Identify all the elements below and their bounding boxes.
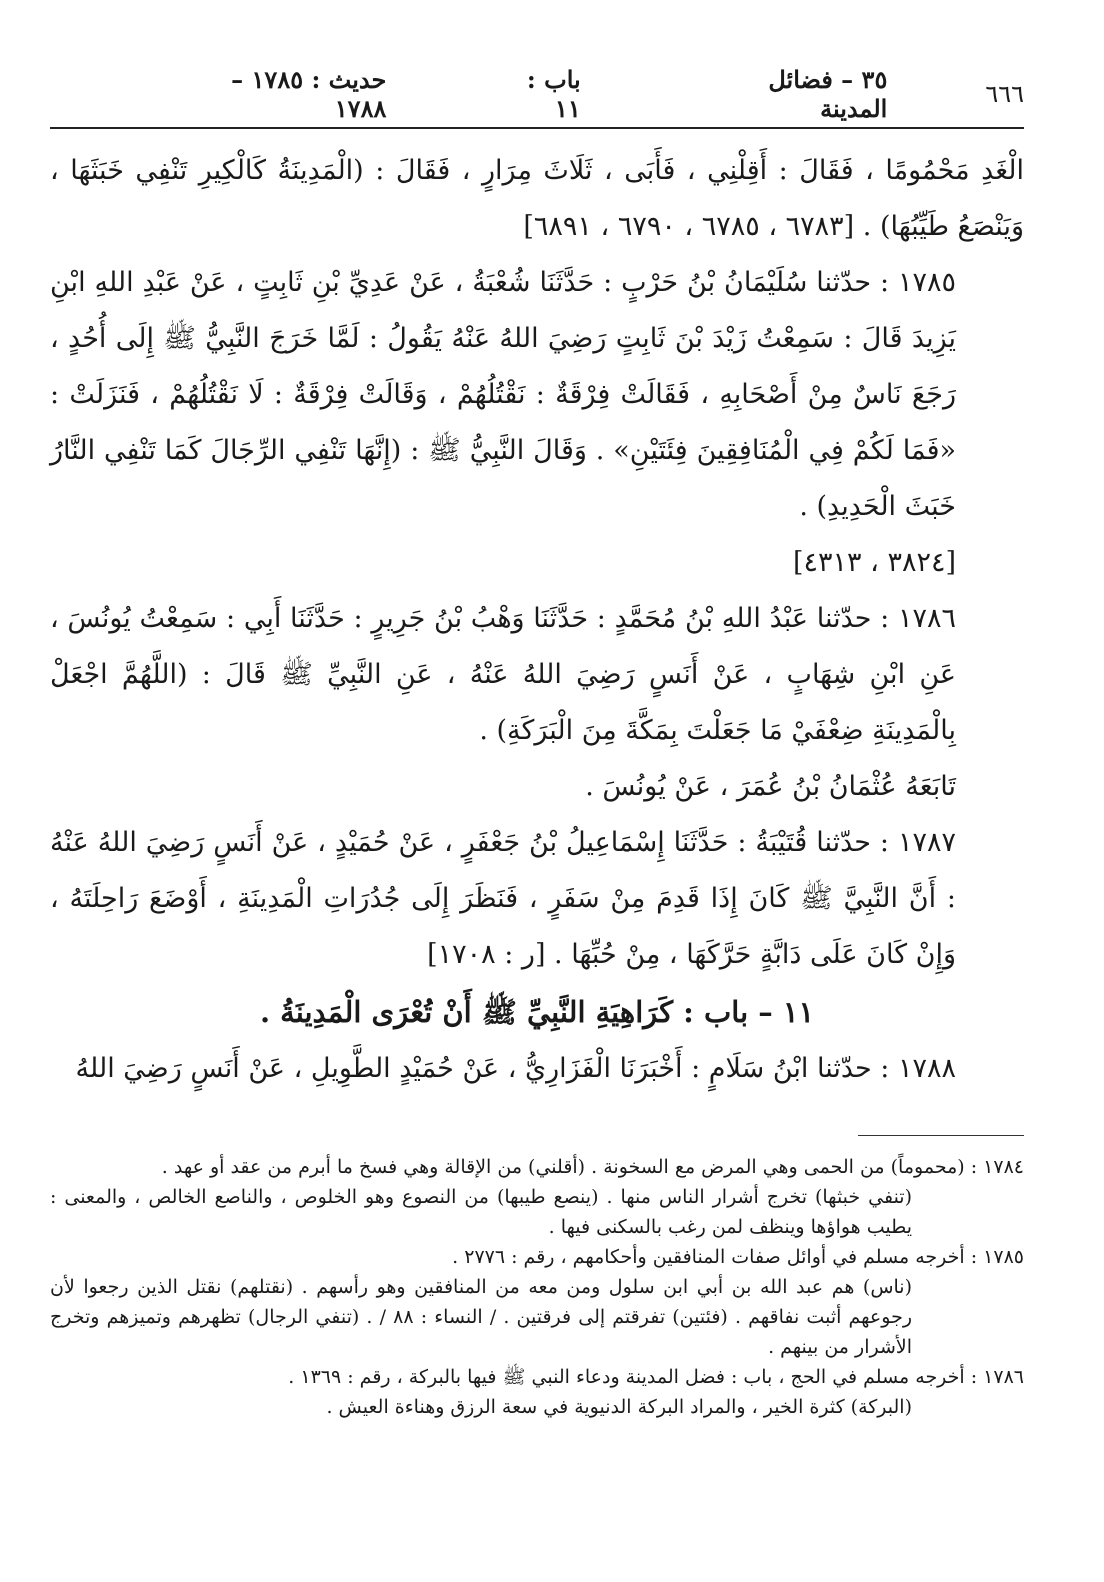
section-label: باب : ١١ (526, 65, 581, 123)
footnote-rule (858, 1135, 1024, 1136)
chapter-heading: ١١ – باب : كَرَاهِيَةِ النَّبِيِّ ﷺ أَنْ تُعْرَى الْمَدِينَةُ . (259, 995, 815, 1029)
footnote-1784: ١٧٨٤ : (محموماً) من الحمى وهي المرض مع السخونة . (أقلني) من الإقالة وهي فسخ ما أبرم من عقد أو عهد . (161, 1156, 1024, 1178)
hadith-1787: ١٧٨٧ : حدّثنا قُتَيْبَةُ : حَدَّثَنَا إِسْمَاعِيلُ بْنُ جَعْفَرٍ ، عَنْ حُمَيْدٍ ، عَنْ أَنَسٍ رَضِيَ اللهُ عَنْهُ : أَنَّ النَّبِيَّ ﷺ كَانَ إِذَا قَدِمَ مِنْ سَفَرٍ ، فَنَظَرَ إِلَى جُدُرَاتِ الْمَدِينَةِ ، أَوْضَعَ رَاحِلَتَهُ ، وَإِنْ كَانَ عَلَى دَابَّةٍ حَرَّكَهَا ، مِنْ حُبِّهَا . [ر : ١٧٠٨] (50, 827, 956, 970)
hadith-1788: ١٧٨٨ : حدّثنا ابْنُ سَلَامٍ : أَخْبَرَنَا الْفَزَارِيُّ ، عَنْ حُمَيْدٍ الطَّوِيلِ ، عَنْ أَنَسٍ رَضِيَ اللهُ (75, 1053, 956, 1084)
running-header (180, 65, 1024, 123)
footnote-1785: ١٧٨٥ : أخرجه مسلم في أوائل صفات المنافقين وأحكامهم ، رقم : ٢٧٧٦ . (452, 1246, 1024, 1268)
hadith-1785: ١٧٨٥ : حدّثنا سُلَيْمَانُ بْنُ حَرْبٍ : حَدَّثَنَا شُعْبَةُ ، عَنْ عَدِيِّ بْنِ ثَابِتٍ ، عَنْ عَبْدِ اللهِ ابْنِ يَزِيدَ قَالَ : سَمِعْتُ زَيْدَ بْنَ ثَابِتٍ رَضِيَ اللهُ عَنْهُ يَقُولُ : لَمَّا خَرَجَ النَّبِيُّ ﷺ إِلَى أُحُدٍ ، رَجَعَ نَاسٌ مِنْ أَصْحَابِهِ ، فَقَالَتْ فِرْقَةٌ : نَقْتُلُهُمْ ، وَقَالَتْ فِرْقَةٌ : لَا نَقْتُلُهُمْ ، فَنَزَلَتْ : «فَمَا لَكُمْ فِي الْمُنَافِقِينَ فِئَتَيْنِ» . وَقَالَ النَّبِيُّ ﷺ : (إِنَّهَا تَنْفِي الرِّجَالَ كَمَا تَنْفِي النَّارُ خَبَثَ الْحَدِيدِ) . (50, 267, 956, 522)
footnote-1784-gloss: (تنفي خبثها) تخرج أشرار الناس منها . (ينصع طيبها) من النصوع وهو الخلوص ، والناصع الخالص ، والمعنى : يطيب هواؤها وينظف لمن رغب بالسكنى فيها . (50, 1186, 912, 1238)
hadith-1785-refs: [٣٨٢٤ ، ٤٣١٣] (792, 547, 956, 578)
page-number: ٦٦٦ (985, 80, 1024, 108)
header-rule (50, 127, 1024, 129)
footnote-1785-gloss: (ناس) هم عبد الله بن أبي ابن سلول ومن معه من المنافقين وهو رأسهم . (نقتلهم) نقتل الذين رجعوا لأن رجوعهم أثبت نفاقهم . (فئتين) تفرقتم إلى فرقتين . / النساء : ٨٨ / . (تنفي الرجال) تظهرهم وتميزهم وتخرج الأشرار من بينهم . (50, 1276, 912, 1358)
hadith-1786: ١٧٨٦ : حدّثنا عَبْدُ اللهِ بْنُ مُحَمَّدٍ : حَدَّثَنَا وَهْبُ بْنُ جَرِيرٍ : حَدَّثَنَا أَبِي : سَمِعْتُ يُونُسَ ، عَنِ ابْنِ شِهَابٍ ، عَنْ أَنَسٍ رَضِيَ اللهُ عَنْهُ ، عَنِ النَّبِيِّ ﷺ قَالَ : (اللَّهُمَّ اجْعَلْ بِالْمَدِينَةِ ضِعْفَيْ مَا جَعَلْتَ بِمَكَّةَ مِنَ الْبَرَكَةِ) . (50, 603, 956, 746)
main-text (50, 143, 1024, 1097)
paragraph-continuation: الْغَدِ مَحْمُومًا ، فَقَالَ : أَقِلْنِي ، فَأَبَى ، ثَلَاثَ مِرَارٍ ، فَقَالَ : (الْمَدِينَةُ كَالْكِيرِ تَنْفِي خَبَثَهَا ، وَيَنْصَعُ طَيِّبُهَا) . [٦٧٨٣ ، ٦٧٨٥ ، ٦٧٩٠ ، ٦٨٩١] (50, 155, 1024, 242)
footnote-1786-gloss: (البركة) كثرة الخير ، والمراد البركة الدنيوية في سعة الرزق وهناءة العيش . (326, 1396, 912, 1418)
footnotes (50, 1152, 1024, 1422)
footnote-1786: ١٧٨٦ : أخرجه مسلم في الحج ، باب : فضل المدينة ودعاء النبي ﷺ فيها بالبركة ، رقم : ١٣٦٩ . (288, 1366, 1024, 1388)
chapter-title: ٣٥ – فضائل المدينة (768, 65, 888, 123)
hadith-range: حديث : ١٧٨٥ – ١٧٨٨ (231, 65, 387, 123)
hadith-1786-follow: تَابَعَهُ عُثْمَانُ بْنُ عُمَرَ ، عَنْ يُونُسَ . (585, 771, 956, 802)
